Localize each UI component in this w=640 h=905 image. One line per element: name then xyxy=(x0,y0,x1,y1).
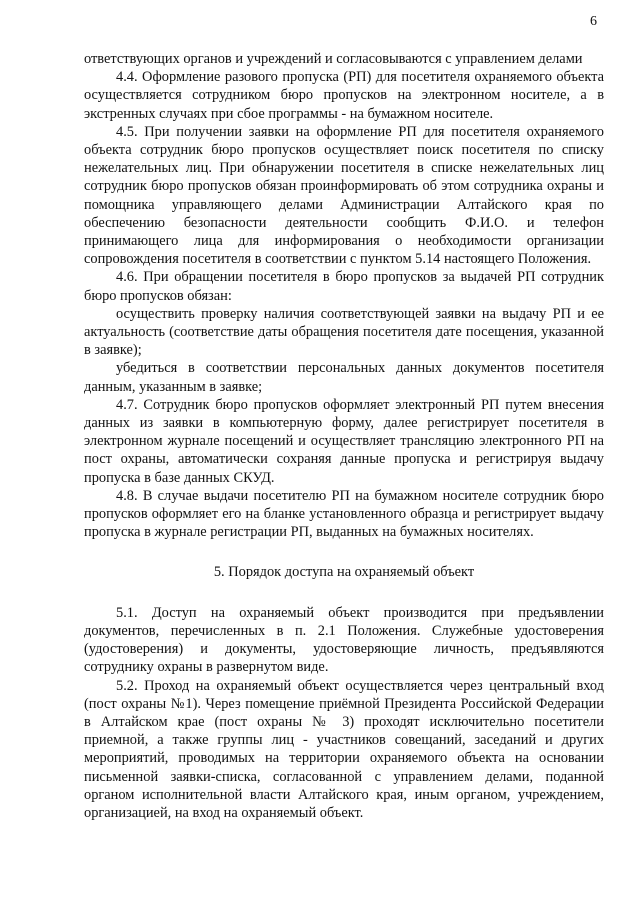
paragraph-4-4: 4.4. Оформление разового пропуска (РП) для посетителя охраняемого объекта осуществляется сотрудником бюро пропусков на электронном носителе, а в экстренных случаях при сбое программы - на бумажном носителе. xyxy=(84,69,604,122)
section-heading: 5. Порядок доступа на охраняемый объект xyxy=(213,564,475,581)
paragraph-4-6-item-1: осуществить проверку наличия соответствующей заявки на выдачу РП и ее актуальность (соответствие даты обращения посетителя дате посещения, указанной в заявке); xyxy=(84,305,604,359)
paragraph-4-8: 4.8. В случае выдачи посетителю РП на бумажном носителе сотрудник бюро пропусков оформляет его на бланке установленного образца и регистрирует выдачу пропуска в журнале регистрации РП, выданных на бумажных носителях. xyxy=(84,487,604,541)
paragraph-continuation: ответствующих органов и учреждений и согласовываются с управлением делами xyxy=(84,51,583,67)
document-body xyxy=(84,50,604,822)
paragraph-4-6: 4.6. При обращении посетителя в бюро пропусков за выдачей РП сотрудник бюро пропусков обязан: xyxy=(84,269,604,304)
paragraph-5-1: 5.1. Доступ на охраняемый объект производится при предъявлении документов, перечисленных в п. 2.1 Положения. Служебные удостоверения (удостоверения) и документы, удостоверяющие личность, предъявляются сотруднику охраны в развернутом виде. xyxy=(84,604,604,676)
page-number: 6 xyxy=(590,14,597,29)
paragraph-4-6-item-2: убедиться в соответствии персональных данных документов посетителя данным, указанным в заявке; xyxy=(84,360,604,395)
paragraph-4-5: 4.5. При получении заявки на оформление РП для посетителя охраняемого объекта сотрудник бюро пропусков осуществляет поиск посетителя по списку нежелательных лиц. При обнаружении посетителя в списке нежелательных лиц сотрудник бюро пропусков обязан проинформировать об этом сотрудника охраны и помощника управляющего делами Администрации Алтайского края по обеспечению безопасности деятельности сообщить Ф.И.О. и телефон принимающего лица для информирования о необходимости организации сопровождения посетителя в соответствии с пунктом 5.14 настоящего Положения. xyxy=(84,123,604,268)
paragraph-4-7: 4.7. Сотрудник бюро пропусков оформляет электронный РП путем внесения данных из заявки в компьютерную форму, далее регистрирует посетителя в электронном журнале посещений и осуществляет трансляцию электронного РП на пост охраны, автоматически сохраняя данные пропуска и регистрируя выдачу пропуска в базе данных СКУД. xyxy=(84,396,604,486)
paragraph-5-2: 5.2. Проход на охраняемый объект осуществляется через центральный вход (пост охраны №1). Через помещение приёмной Президента Российской Федерации в Алтайском крае (пост охраны № 3) проходят исключительно посетители приемной, а также группы лиц - участников совещаний, заседаний и других мероприятий, проводимых на территории охраняемого объекта на основании письменной заявки-списка, согласованной с управлением делами, поданной органом исполнительной власти Алтайского края, иным органом, учреждением, организацией, на вход на охраняемый объект. xyxy=(84,677,604,821)
